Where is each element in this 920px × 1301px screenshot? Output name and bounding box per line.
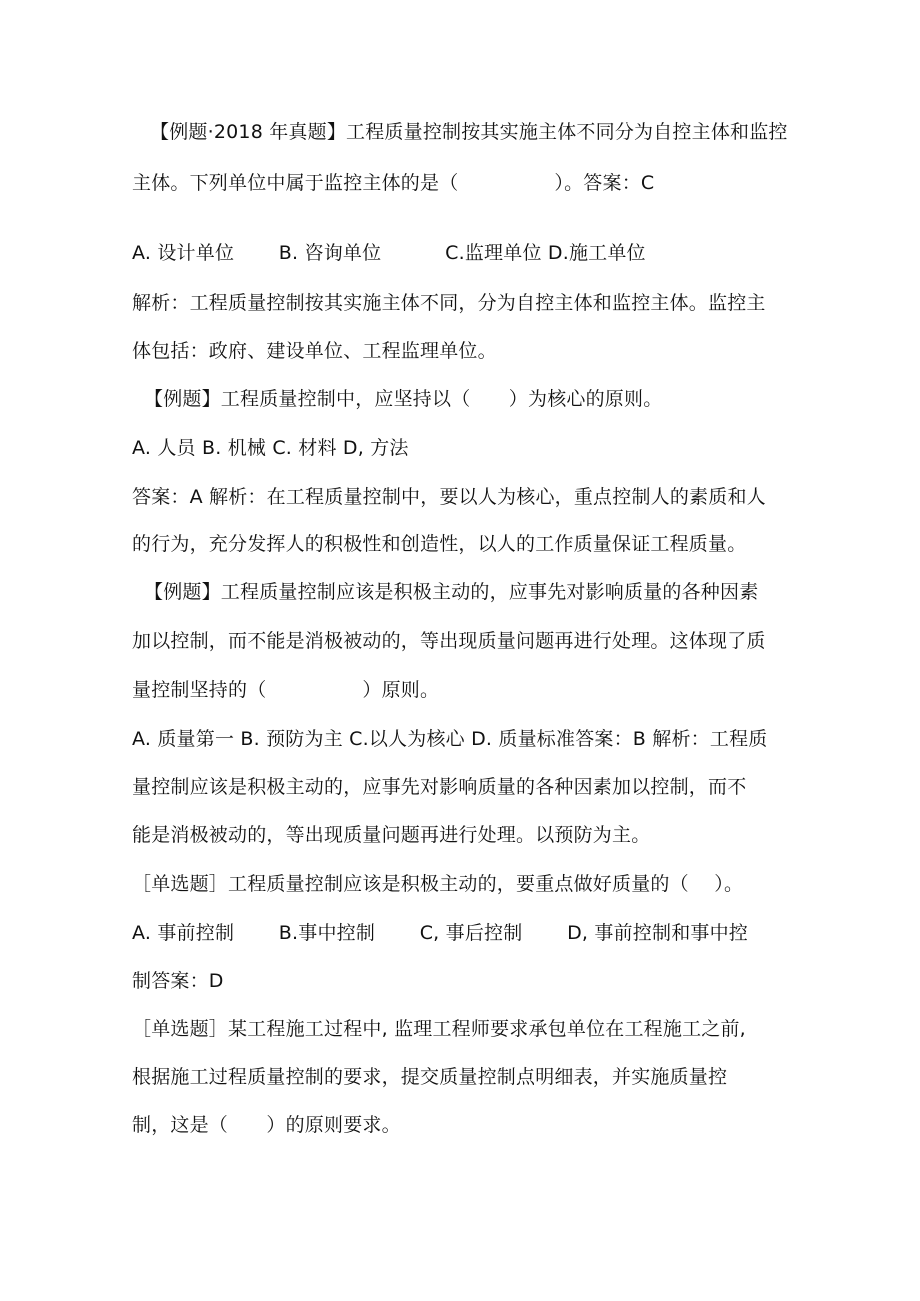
example-3-question-line-2: 加以控制，而不能是消极被动的，等出现质量问题再进行处理。这体现了质 <box>132 630 766 652</box>
example-3-question-line-1: 【例题】工程质量控制应该是积极主动的，应事先对影响质量的各种因素 <box>144 581 759 603</box>
single-choice-1-question: ［单选题］工程质量控制应该是积极主动的，要重点做好质量的（ ）。 <box>132 873 744 895</box>
example-3-analysis-line-2: 量控制应该是积极主动的，应事先对影响质量的各种因素加以控制，而不 <box>132 776 747 798</box>
example-3-options-line-1: A. 质量第一 B. 预防为主 C.以人为核心 D. 质量标准答案：B 解析：工程质 <box>132 728 768 750</box>
example-1-analysis-line-1: 解析：工程质量控制按其实施主体不同，分为自控主体和监控主体。监控主 <box>132 292 766 314</box>
single-choice-2-question-line-2: 根据施工过程质量控制的要求，提交质量控制点明细表，并实施质量控 <box>132 1066 728 1088</box>
single-choice-1-answer: 制答案：D <box>132 970 224 992</box>
example-2-answer-line-1: 答案：A 解析：在工程质量控制中，要以人为核心，重点控制人的素质和人 <box>132 486 766 508</box>
example-2-options: A. 人员 B. 机械 C. 材料 D, 方法 <box>132 437 409 459</box>
example-2-answer-line-2: 的行为，充分发挥人的积极性和创造性，以人的工作质量保证工程质量。 <box>132 533 747 555</box>
example-2-question: 【例题】工程质量控制中，应坚持以（ ）为核心的原则。 <box>144 388 663 410</box>
single-choice-1-options: A. 事前控制 B.事中控制 C, 事后控制 D, 事前控制和事中控 <box>132 922 748 944</box>
single-choice-2-question-line-1: ［单选题］某工程施工过程中, 监理工程师要求承包单位在工程施工之前, <box>132 1018 746 1040</box>
example-1-question-line-2: 主体。下列单位中属于监控主体的是（ ）。答案：C <box>132 172 655 194</box>
example-1-analysis-line-2: 体包括：政府、建设单位、工程监理单位。 <box>132 340 497 362</box>
single-choice-2-question-line-3: 制，这是（ ）的原则要求。 <box>132 1114 401 1136</box>
example-3-analysis-line-3: 能是消极被动的，等出现质量问题再进行处理。以预防为主。 <box>132 824 651 846</box>
example-1-question-line-1: 【例题·2018 年真题】工程质量控制按其实施主体不同分为自控主体和监控 <box>150 121 788 143</box>
example-3-question-line-3: 量控制坚持的（ ）原则。 <box>132 679 440 701</box>
example-1-options: A. 设计单位 B. 咨询单位 C.监理单位 D.施工单位 <box>132 242 646 264</box>
